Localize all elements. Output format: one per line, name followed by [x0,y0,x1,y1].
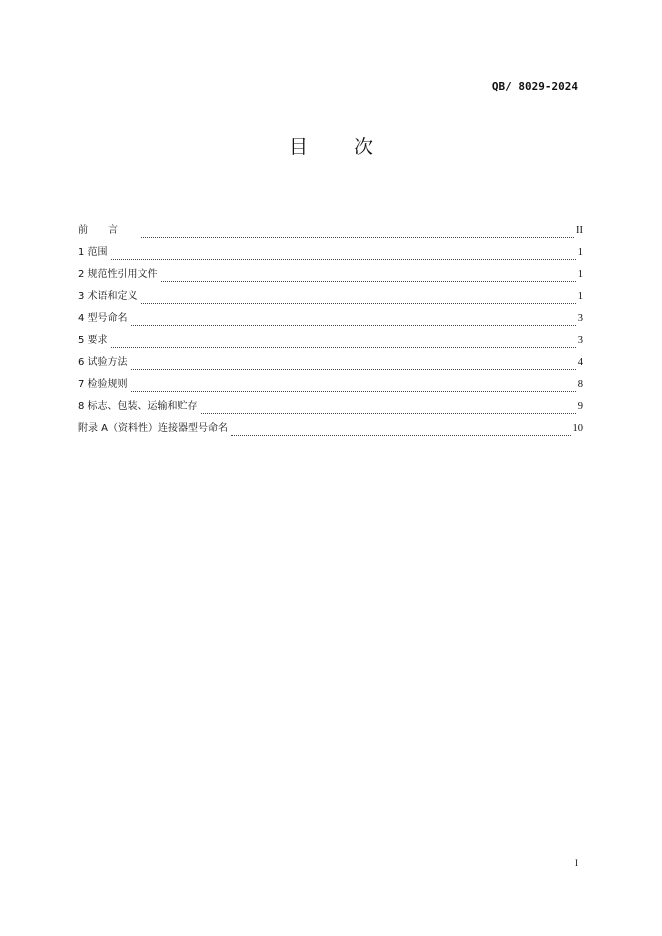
toc-entry-label: 5 要求 [78,335,108,346]
toc-entry-label: 3 术语和定义 [78,291,138,302]
toc-entry-page: 1 [577,291,583,302]
toc-title [0,132,662,159]
toc-entry-annex-a[interactable] [78,421,583,443]
toc-entry-normative-references[interactable] [78,267,583,289]
toc-leader-dots [111,258,576,260]
toc-title-char-1: 目 [288,136,308,158]
toc-entry-label: 6 试验方法 [78,357,128,368]
toc-leader-dots [131,324,576,326]
toc-entry-label: 前言 [78,225,138,236]
standard-code: QB/ 8029-2024 [491,80,578,93]
toc-leader-dots [141,236,574,238]
toc-entry-label: 2 规范性引用文件 [78,269,158,280]
toc-entry-label: 附录 A（资料性）连接器型号命名 [78,423,229,434]
toc-leader-dots [161,280,576,282]
toc-leader-dots [131,390,576,392]
toc-entry-page: II [576,225,583,236]
page-number: I [575,858,578,868]
toc-leader-dots [131,368,576,370]
toc-entry-requirements[interactable] [78,333,583,355]
toc-entry-page: 1 [577,247,583,258]
toc-entry-inspection-rules[interactable] [78,377,583,399]
toc-entry-page: 3 [577,335,583,346]
toc-entry-label: 4 型号命名 [78,313,128,324]
toc-entry-terms-definitions[interactable] [78,289,583,311]
toc-entry-page: 4 [577,357,583,368]
toc-entry-label: 7 检验规则 [78,379,128,390]
toc-leader-dots [141,302,576,304]
toc-entry-marking-packaging[interactable] [78,399,583,421]
toc-entry-label: 1 范围 [78,247,108,258]
toc-entry-model-naming[interactable] [78,311,583,333]
toc-entry-page: 9 [577,401,583,412]
toc-entry-label: 8 标志、包装、运输和贮存 [78,401,198,412]
toc-entry-foreword[interactable] [78,223,583,245]
toc-title-char-2: 次 [354,136,374,158]
toc-entry-page: 3 [577,313,583,324]
table-of-contents [78,223,583,443]
toc-entry-page: 10 [572,423,583,434]
toc-leader-dots [111,346,576,348]
toc-entry-scope[interactable] [78,245,583,267]
toc-entry-page: 8 [577,379,583,390]
toc-entry-test-methods[interactable] [78,355,583,377]
toc-leader-dots [231,434,570,436]
toc-leader-dots [201,412,576,414]
toc-entry-page: 1 [577,269,583,280]
